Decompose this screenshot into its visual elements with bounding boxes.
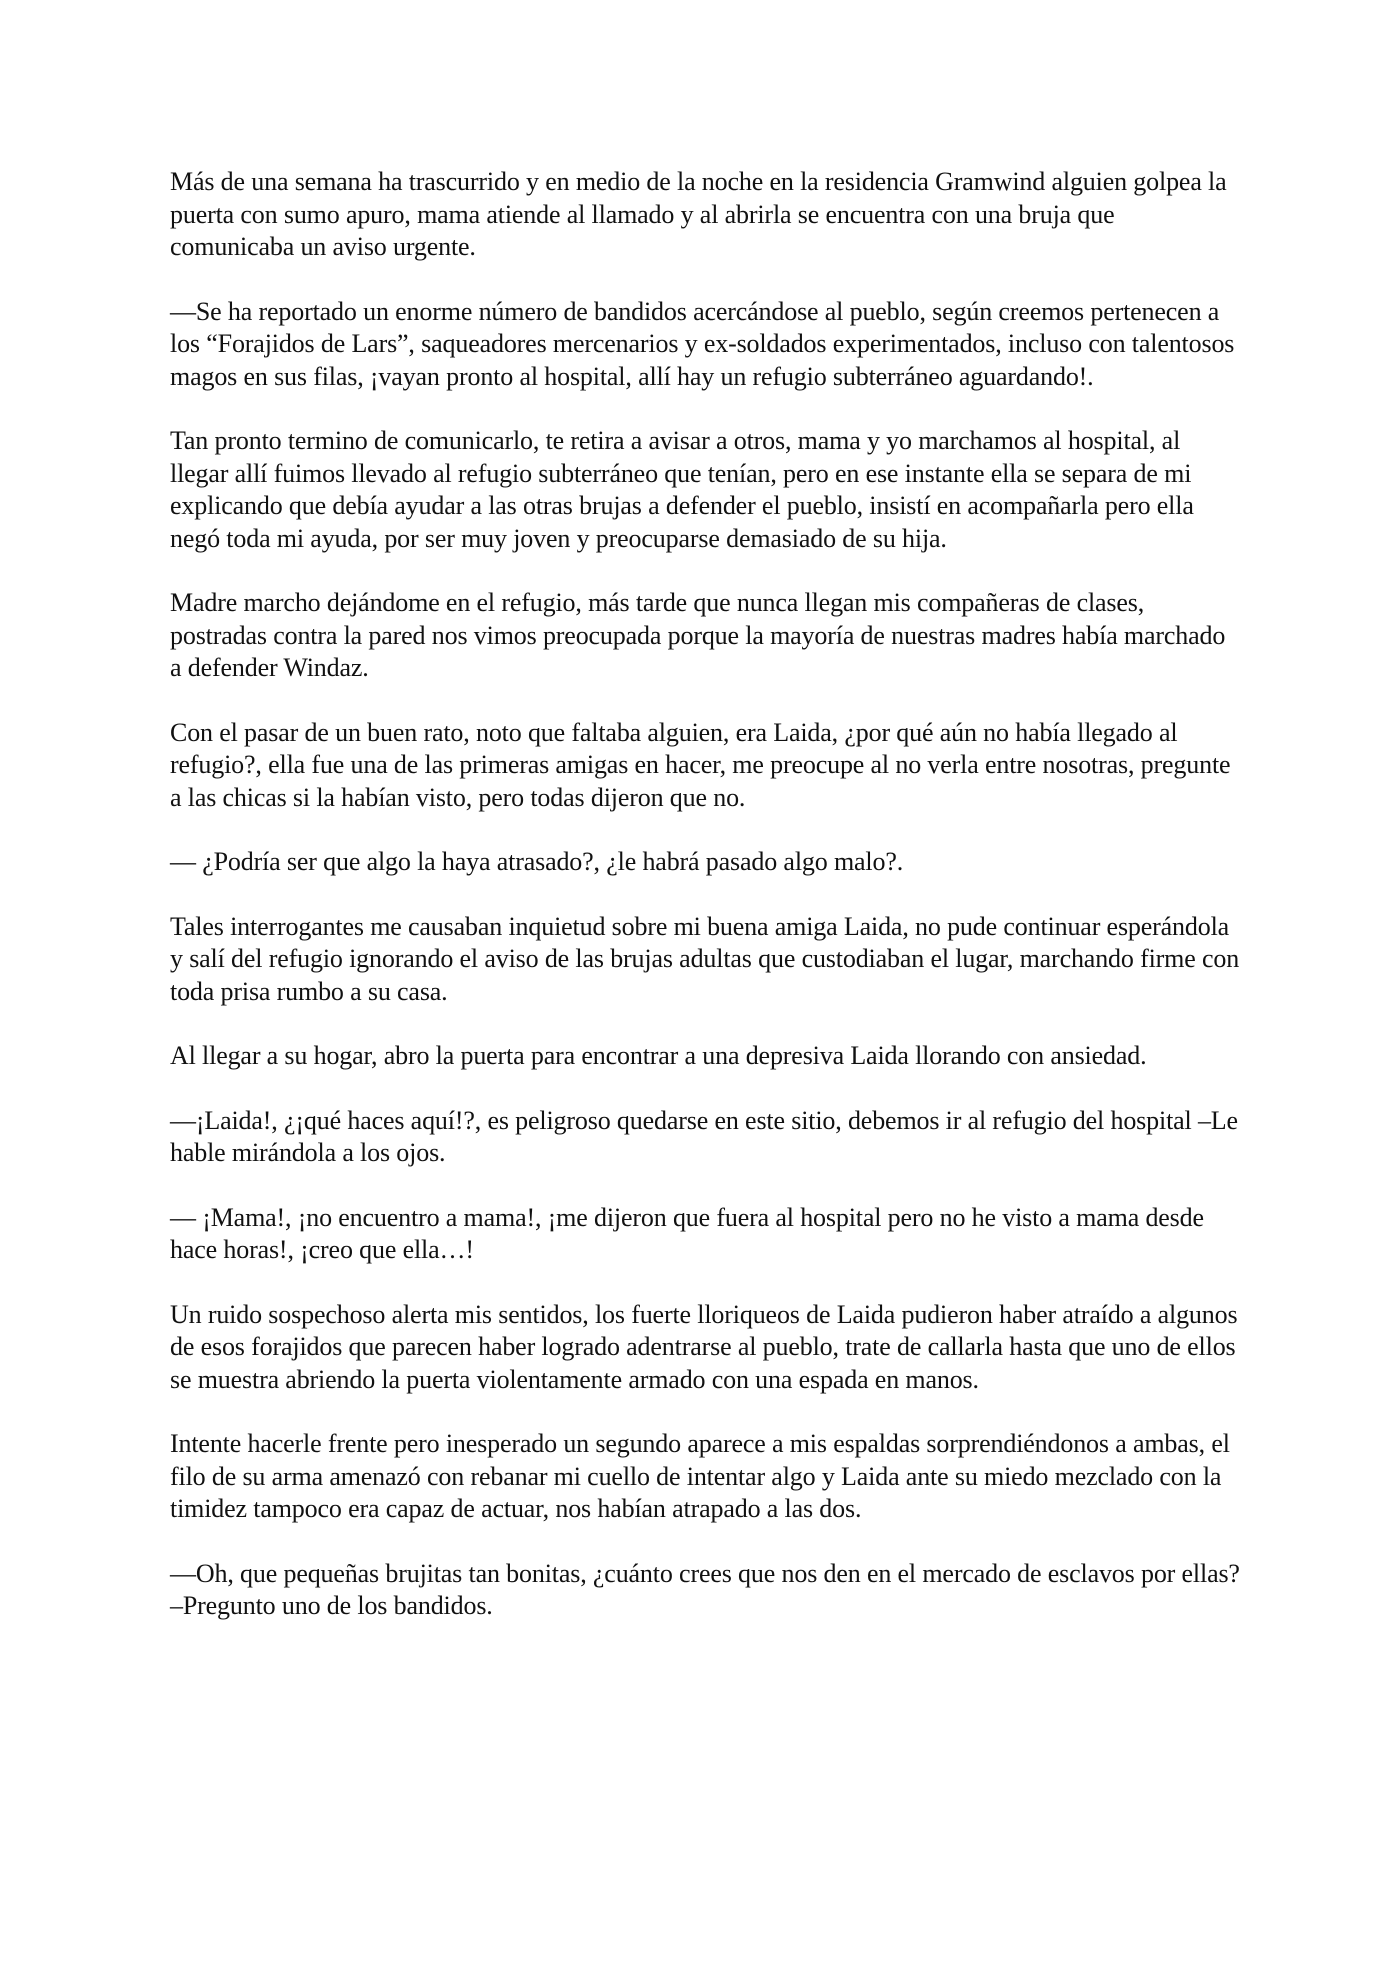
paragraph-3: Tan pronto termino de comunicarlo, te retira a avisar a otros, mama y yo marchamos al hospital, al llegar allí fuimos llevado al refugio subterráneo que tenían, pero en ese instante ella se separa de mi explicando que debía ayudar a las otras brujas a defender el pueblo, insistí en acompañarla pero ella negó toda mi ayuda, por ser muy joven y preocuparse demasiado de su hija. <box>170 426 1194 553</box>
paragraph-2: —Se ha reportado un enorme número de bandidos acercándose al pueblo, según creemos pertenecen a los “Forajidos de Lars”, saqueadores mercenarios y ex-soldados experimentados, incluso con talentosos magos en sus filas, ¡vayan pronto al hospital, allí hay un refugio subterráneo aguardando!. <box>170 296 1235 391</box>
paragraph-10: — ¡Mama!, ¡no encuentro a mama!, ¡me dijeron que fuera al hospital pero no he visto a mama desde hace horas!, ¡creo que ella…! <box>170 1202 1204 1264</box>
paragraph-1: Más de una semana ha trascurrido y en medio de la noche en la residencia Gramwind alguien golpea la puerta con sumo apuro, mama atiende al llamado y al abrirla se encuentra con una bruja que comunicaba un aviso urgente. <box>170 167 1227 261</box>
paragraph-9: —¡Laida!, ¿¡qué haces aquí!?, es peligroso quedarse en este sitio, debemos ir al refugio del hospital –Le hable mirándola a los ojos. <box>170 1105 1238 1167</box>
paragraph-7: Tales interrogantes me causaban inquietud sobre mi buena amiga Laida, no pude continuar esperándola y salí del refugio ignorando el aviso de las brujas adultas que custodiaban el lugar, marchando firme con toda prisa rumbo a su casa. <box>170 911 1240 1006</box>
paragraph-11: Un ruido sospechoso alerta mis sentidos, los fuerte lloriqueos de Laida pudieron haber atraído a algunos de esos forajidos que parecen haber logrado adentrarse al pueblo, trate de callarla hasta que uno de ellos se muestra abriendo la puerta violentamente armado con una espada en manos. <box>170 1299 1238 1394</box>
paragraph-12: Intente hacerle frente pero inesperado un segundo aparece a mis espaldas sorprendiéndonos a ambas, el filo de su arma amenazó con rebanar mi cuello de intentar algo y Laida ante su miedo mezclado con la timidez tampoco era capaz de actuar, nos habían atrapado a las dos. <box>170 1429 1230 1523</box>
document-body <box>170 166 1240 1655</box>
paragraph-5: Con el pasar de un buen rato, noto que faltaba alguien, era Laida, ¿por qué aún no había llegado al refugio?, ella fue una de las primeras amigas en hacer, me preocupe al no verla entre nosotras, pregunte a las chicas si la habían visto, pero todas dijeron que no. <box>170 717 1231 812</box>
paragraph-8: Al llegar a su hogar, abro la puerta para encontrar a una depresiva Laida llorando con ansiedad. <box>170 1041 1147 1070</box>
paragraph-13: —Oh, que pequeñas brujitas tan bonitas, ¿cuánto crees que nos den en el mercado de esclavos por ellas? –Pregunto uno de los bandidos. <box>170 1558 1240 1620</box>
paragraph-6: — ¿Podría ser que algo la haya atrasado?, ¿le habrá pasado algo malo?. <box>170 847 904 876</box>
paragraph-4: Madre marcho dejándome en el refugio, más tarde que nunca llegan mis compañeras de clases, postradas contra la pared nos vimos preocupada porque la mayoría de nuestras madres había marchado a defender Windaz. <box>170 588 1226 682</box>
